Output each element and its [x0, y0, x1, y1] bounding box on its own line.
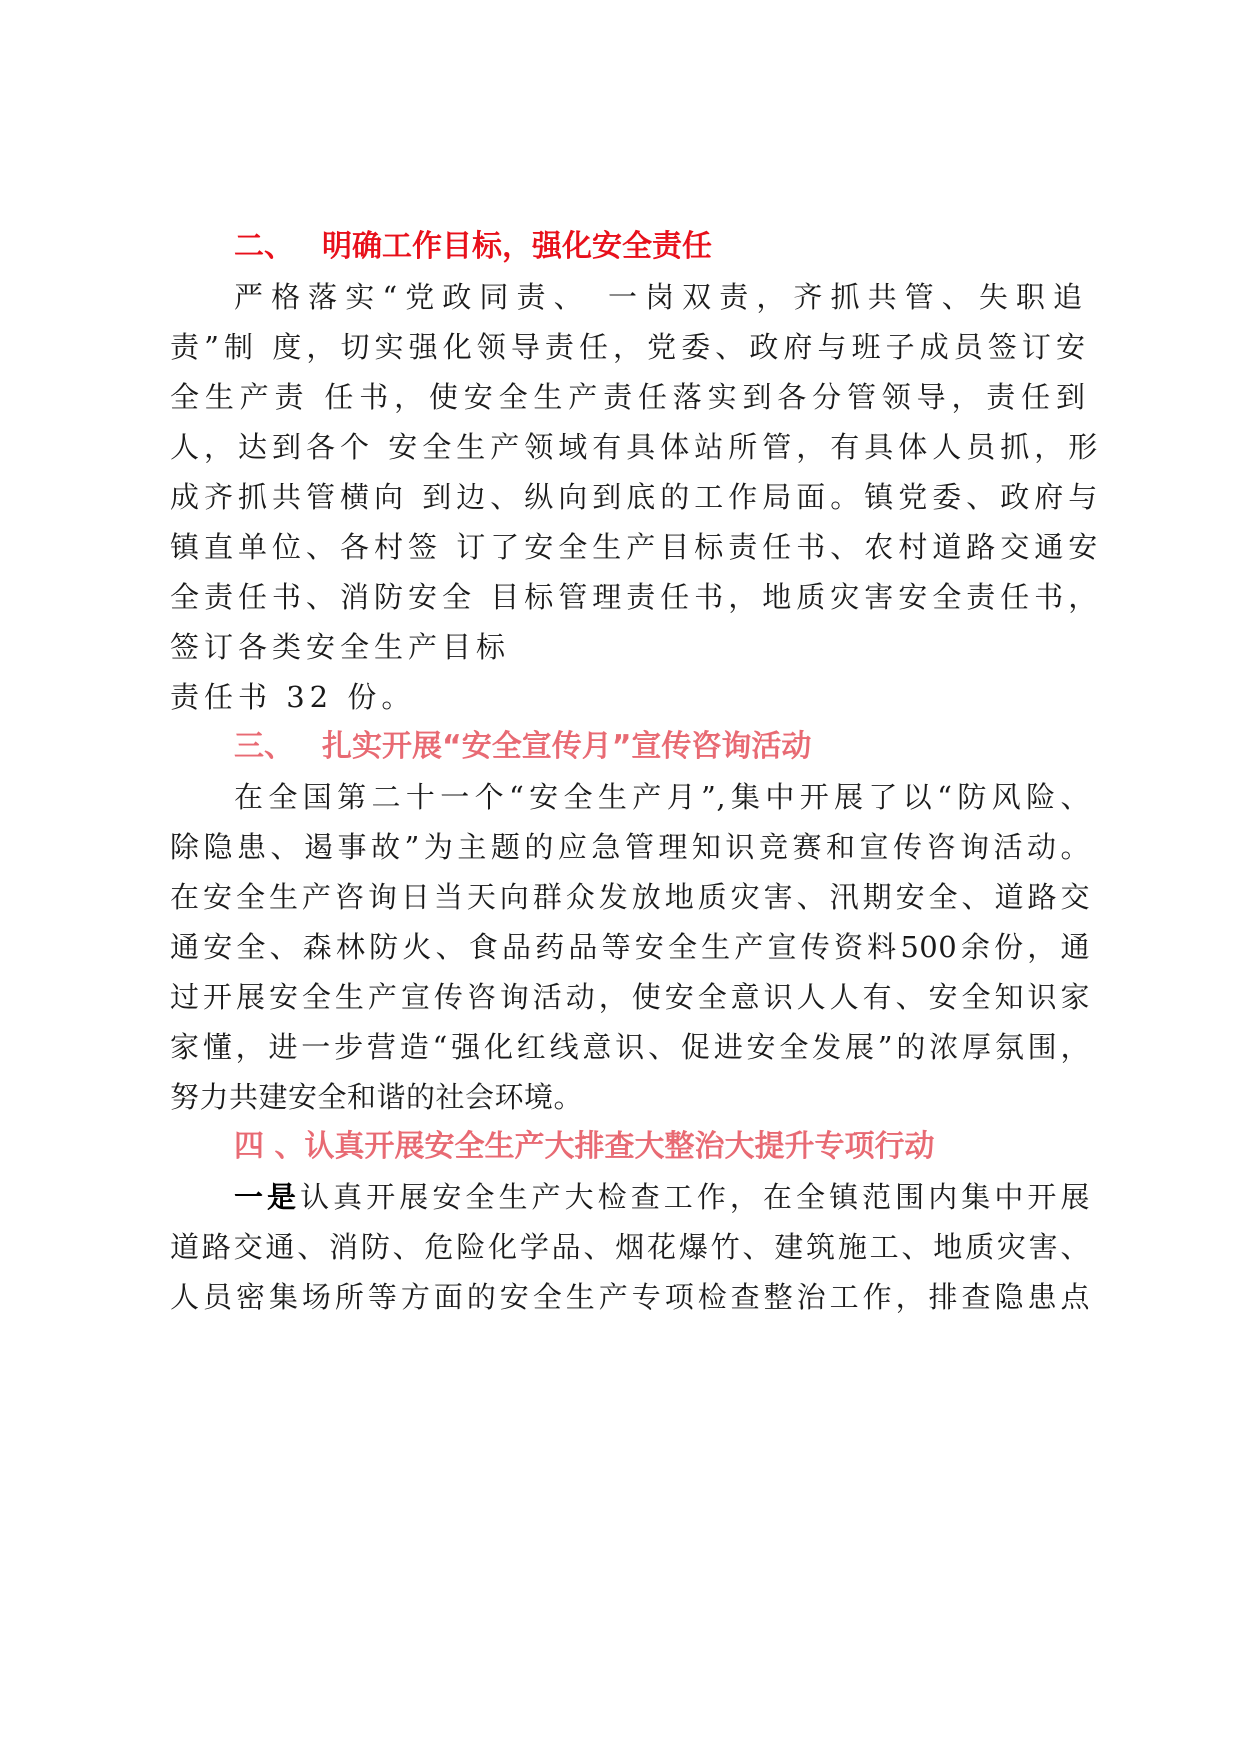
section-2-line: 全责任书、消防安全 目标管理责任书，地质灾害安全责任书，: [170, 580, 1103, 614]
section-2-line: 责任书 32 份。: [170, 680, 416, 714]
section-2-line: 成齐抓共管横向 到边、纵向到底的工作局面。镇党委、政府与: [170, 480, 1103, 514]
section-4-lead: 一是: [234, 1180, 301, 1214]
section-3-line: 在安全生产咨询日当天向群众发放地质灾害、汛期安全、道路交: [170, 880, 1090, 914]
section-4-first-line: [170, 1172, 1090, 1222]
section-4-first-line-text: 认真开展安全生产大检查工作，在全镇范围内集中开展: [300, 1180, 1090, 1214]
section-3-heading: [170, 722, 1090, 772]
document-page: [170, 222, 1103, 1322]
section-3-line: 过开展安全生产宣传咨询活动，使安全意识人人有、安全知识家: [170, 980, 1090, 1014]
section-3-line: 通安全、森林防火、食品药品等安全生产宣传资料500余份，通: [170, 930, 1090, 964]
section-3-line: 除隐患、遏事故”为主题的应急管理知识竞赛和宣传咨询活动。: [170, 830, 1090, 864]
section-2-number: 二、: [234, 229, 294, 264]
section-3-line: 家懂，进一步营造“强化红线意识、促进安全发展”的浓厚氛围，: [170, 1030, 1090, 1064]
section-4-heading: [170, 1122, 1090, 1172]
section-2-line: 签订各类安全生产目标: [170, 630, 511, 664]
section-4-title: 四 、认真开展安全生产大排查大整治大提升专项行动: [234, 1129, 935, 1164]
section-4-line: 道路交通、消防、危险化学品、烟花爆竹、建筑施工、地质灾害、: [170, 1230, 1090, 1264]
section-2-title: 明确工作目标，强化安全责任: [322, 229, 712, 264]
section-2-line: 严格落实“党政同责、 一岗双责，齐抓共管、失职追: [234, 280, 1090, 314]
section-3-line: 在全国第二十一个“安全生产月”,集中开展了以“防风险、: [234, 780, 1090, 814]
section-2-line: 镇直单位、各村签 订了安全生产目标责任书、农村道路交通安: [170, 530, 1103, 564]
section-2-line: 全生产责 任书，使安全生产责任落实到各分管领导，责任到: [170, 380, 1090, 414]
section-2-line: 人，达到各个 安全生产领域有具体站所管，有具体人员抓，形: [170, 430, 1103, 464]
section-3-line: 努力共建安全和谐的社会环境。: [170, 1080, 584, 1114]
section-3-title: 扎实开展“安全宣传月”宣传咨询活动: [322, 729, 812, 764]
section-4-line: 人员密集场所等方面的安全生产专项检查整治工作，排查隐患点: [170, 1280, 1090, 1314]
section-2-line: 责”制 度，切实强化领导责任，党委、政府与班子成员签订安: [170, 330, 1090, 364]
section-3-number: 三、: [234, 729, 294, 764]
section-2-heading: [170, 222, 1090, 272]
